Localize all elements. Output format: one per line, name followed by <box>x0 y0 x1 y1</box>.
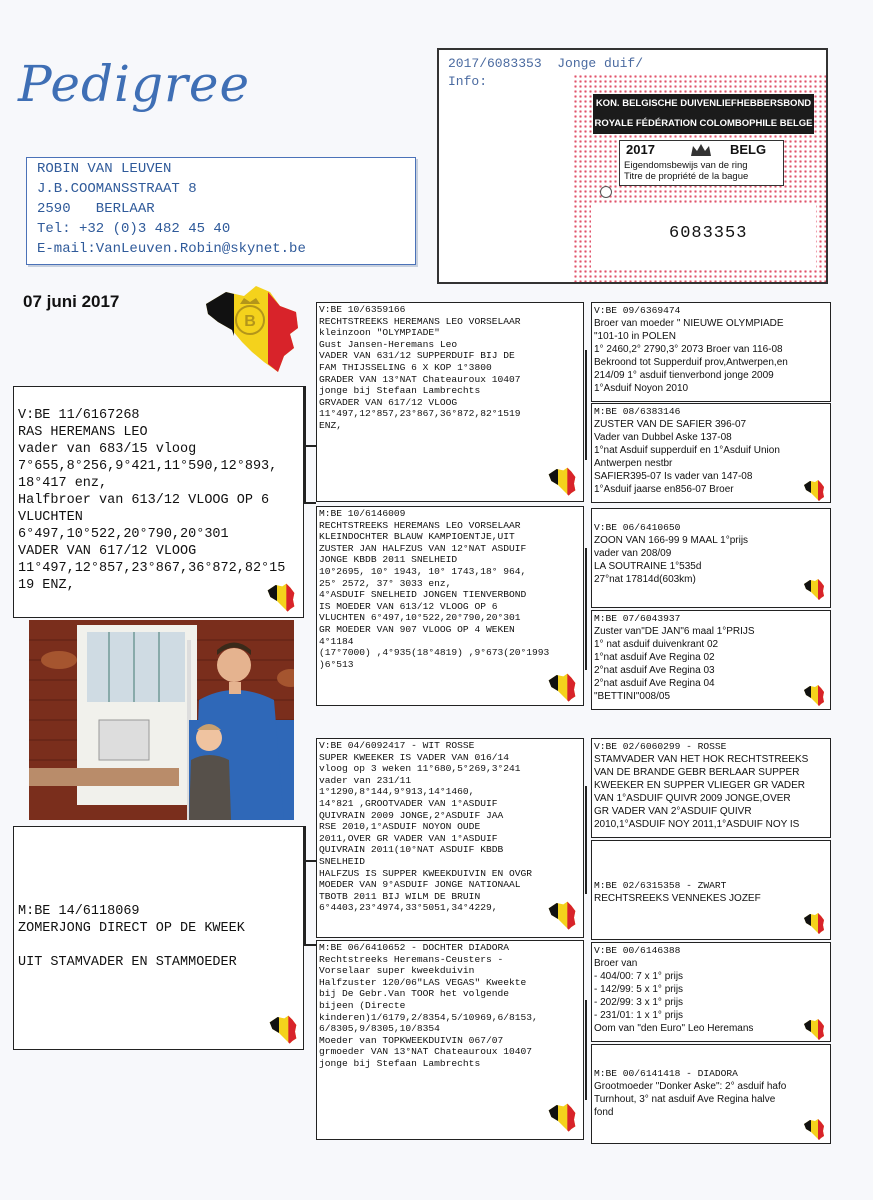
pedigree-line: "101-10 in POLEN <box>594 331 676 342</box>
subject-mother-line <box>18 937 303 954</box>
pedigree-line: - 142/99: 5 x 1° prijs <box>594 984 684 995</box>
pedigree-line: M:BE 02/6315358 - ZWART <box>594 880 727 891</box>
pedigree-line: FAM THIJSSELING 6 X KOP 1°3800 <box>319 361 492 373</box>
pedigree-line: kleinzoon "OLYMPIADE" <box>319 327 440 339</box>
grandfather-paternal-box <box>316 302 584 502</box>
pedigree-line: ZOON VAN 166-99 9 MAAL 1°prijs <box>594 535 749 546</box>
pedigree-line: RSE 2010,1°ASDUIF NOYON OUDE <box>319 821 481 833</box>
pedigree-line: Antwerpen nestbr <box>594 458 673 469</box>
pedigree-line: Vader van Dubbel Aske 137-08 <box>594 432 732 443</box>
subject-father-line: 6°497,10°522,20°790,20°301 <box>18 527 229 542</box>
pedigree-line: SUPER KWEEKER IS VADER VAN 016/14 <box>319 751 509 763</box>
bond-banner <box>593 94 814 134</box>
pedigree-line: ENZ, <box>319 419 343 431</box>
belgium-map-logo <box>198 282 304 374</box>
pedigree-line: SNELHEID <box>319 855 366 867</box>
pedigree-line: 1° 2460,2° 2790,3° 2073 Broer van 116-08 <box>594 344 783 355</box>
subject-mother-line: M:BE 14/6118069 <box>18 904 140 919</box>
pedigree-line: 1°nat asduif Ave Regina 02 <box>594 652 715 663</box>
pedigree-line: Turnhout, 3° nat asduif Ave Regina halve <box>594 1094 776 1105</box>
pedigree-line: 2°nat asduif Ave Regina 04 <box>594 678 715 689</box>
pedigree-line: Broer van <box>594 958 638 969</box>
owner-city: 2590 BERLAAR <box>37 201 155 217</box>
pedigree-line: 1°Asduif Noyon 2010 <box>594 383 689 394</box>
subject-father-line: vader van 683/15 vloog <box>18 442 197 457</box>
pedigree-line: HALFZUS IS SUPPER KWEEKDUIVIN EN OVGR <box>319 867 533 879</box>
ring-year-panel <box>619 140 784 186</box>
pedigree-line: ZUSTER JAN HALFZUS VAN 12°NAT ASDUIF <box>319 542 527 554</box>
connector-line <box>585 786 587 894</box>
pedigree-line: - 202/99: 3 x 1° prijs <box>594 997 684 1008</box>
pedigree-line: Broer van moeder " NIEUWE OLYMPIADE <box>594 318 784 329</box>
pedigree-line: 4°ASDUIF SNELHEID JONGEN TIENVERBOND <box>319 589 527 601</box>
subject-father-line: RAS HEREMANS LEO <box>18 425 148 440</box>
pedigree-line: vloog op 3 weken 11°680,5°269,3°241 <box>319 763 521 775</box>
great-grandparent-box <box>591 1044 831 1144</box>
pedigree-line: 2°nat asduif Ave Regina 03 <box>594 665 715 676</box>
svg-text:B: B <box>244 313 256 330</box>
pedigree-line: )6°513 <box>319 658 354 670</box>
ring-country: BELG <box>730 142 767 157</box>
pedigree-line: Vorselaar super kweekduivin <box>319 965 475 977</box>
ring-card-line1: 2017/6083353 Jonge duif/ <box>448 56 644 71</box>
belgium-flag-icon <box>802 478 826 502</box>
ring-caption-nl: Eigendomsbewijs van de ring <box>624 160 748 171</box>
ring-year: 2017 <box>626 142 655 157</box>
subject-father-line: Halfbroer van 613/12 VLOOG OP 6 <box>18 493 270 508</box>
pedigree-line: 1°1290,8°144,9°913,14°1460, <box>319 786 475 798</box>
pedigree-line: Rechtstreeks Heremans-Ceusters - <box>319 953 504 965</box>
pedigree-line: KWEEKER EN SUPPER VLIEGER GR VADER <box>594 780 805 791</box>
ring-certificate <box>573 74 826 282</box>
belgium-flag-icon <box>545 1101 579 1133</box>
pedigree-line: V:BE 00/6146388 <box>594 945 681 956</box>
subject-father-line: V:BE 11/6167268 <box>18 408 140 423</box>
pedigree-line: 10°2695, 10° 1943, 10° 1743,18° 964, <box>319 565 527 577</box>
pedigree-line: vader van 231/11 <box>319 774 412 786</box>
connector-line <box>304 502 316 504</box>
pedigree-line: 6/8305,9/8305,10/8354 <box>319 1023 440 1035</box>
pedigree-line: V:BE 04/6092417 - WIT ROSSE <box>319 740 475 751</box>
subject-father-line: VADER VAN 617/12 VLOOG <box>18 544 197 559</box>
belgium-flag-icon <box>266 1013 300 1045</box>
pedigree-line: Bekroond tot Supperduif prov,Antwerpen,en <box>594 357 788 368</box>
great-grandparent-box <box>591 738 831 838</box>
pedigree-line: STAMVADER VAN HET HOK RECHTSTREEKS <box>594 754 809 765</box>
connector-line <box>585 548 587 670</box>
pedigree-line: LA SOUTRAINE 1°535d <box>594 561 702 572</box>
pedigree-line: MOEDER VAN 9°ASDUIF JONGE NATIONAAL <box>319 879 521 891</box>
connector-line <box>304 860 316 862</box>
pedigree-line: IS MOEDER VAN 613/12 VLOOG OP 6 <box>319 600 498 612</box>
pedigree-line: 2011,OVER GR VADER VAN 1°ASDUIF <box>319 832 498 844</box>
owner-street: J.B.COOMANSSTRAAT 8 <box>37 181 197 197</box>
pedigree-line: 25° 2572, 37° 3033 enz, <box>319 577 452 589</box>
pedigree-line: Grootmoeder "Donker Aske": 2° asduif hafo <box>594 1081 787 1092</box>
pedigree-line: M:BE 00/6141418 - DIADORA <box>594 1068 738 1079</box>
connector-line <box>304 944 316 946</box>
pedigree-line: ZUSTER VAN DE SAFIER 396-07 <box>594 419 747 430</box>
pedigree-line: 214/09 1° asduif tienverbond jonge 2009 <box>594 370 774 381</box>
grandmother-maternal-box <box>316 940 584 1140</box>
pedigree-line: RECHTSREEKS VENNEKES JOZEF <box>594 893 761 904</box>
ring-card-line2: Info: <box>448 74 488 89</box>
pedigree-line: JONGE KBDB 2011 SNELHEID <box>319 554 458 566</box>
subject-father-line: VLUCHTEN <box>18 510 83 525</box>
subject-father-line: 11°497,12°857,23°867,36°872,82°15 <box>18 561 286 576</box>
great-grandparent-box <box>591 403 831 503</box>
pedigree-line: grmoeder VAN 13°NAT Chateauroux 10407 <box>319 1046 533 1058</box>
pedigree-line: VAN DE BRANDE GEBR BERLAAR SUPPER <box>594 767 800 778</box>
pedigree-line: QUIVRAIN 2011(10°NAT ASDUIF KBDB <box>319 844 504 856</box>
owner-address-box <box>26 157 416 265</box>
owner-name: ROBIN VAN LEUVEN <box>37 161 172 177</box>
pedigree-line: 6°4403,23°4974,33°5051,34°4229, <box>319 902 498 914</box>
pedigree-line: (17°7000) ,4°935(18°4819) ,9°673(20°1993 <box>319 647 550 659</box>
bond-name-fr: ROYALE FÉDÉRATION COLOMBOPHILE BELGE <box>594 118 813 129</box>
pedigree-line: TBOTB 2011 BIJ WILM DE BRUIN <box>319 890 481 902</box>
pedigree-line: V:BE 06/6410650 <box>594 522 681 533</box>
belgium-flag-icon <box>545 465 579 497</box>
pedigree-line: fond <box>594 1107 614 1118</box>
belgium-flag-icon <box>264 581 298 613</box>
great-grandparent-box <box>591 942 831 1042</box>
pedigree-line: V:BE 09/6369474 <box>594 305 681 316</box>
pedigree-line: VADER VAN 631/12 SUPPERDUIF BIJ DE <box>319 350 515 362</box>
belgium-flag-icon <box>802 911 826 935</box>
great-grandparent-box <box>591 610 831 710</box>
pedigree-line: bij De Gebr.Van TOOR het volgende <box>319 988 509 1000</box>
ring-punch-hole <box>600 186 612 198</box>
pedigree-line: 4°1184 <box>319 635 354 647</box>
pedigree-line: RECHTSTREEKS HEREMANS LEO VORSELAAR <box>319 315 521 327</box>
pedigree-line: M:BE 08/6383146 <box>594 406 681 417</box>
grandfather-maternal-box <box>316 738 584 938</box>
subject-mother-box <box>13 826 304 1050</box>
pedigree-line: GR VADER VAN 2°ASDUIF QUIVR <box>594 806 752 817</box>
connector-line <box>304 826 306 946</box>
pedigree-title: Pedigree <box>18 55 251 113</box>
pedigree-line: kinderen)1/6179,2/8354,5/10969,6/8153, <box>319 1011 538 1023</box>
ring-card <box>437 48 828 284</box>
connector-line <box>585 1000 587 1100</box>
pedigree-line: GR MOEDER VAN 907 VLOOG OP 4 WEKEN <box>319 623 515 635</box>
pedigree-line: 1°Asduif jaarse en856-07 Broer <box>594 484 734 495</box>
pedigree-line: bijeen (Directe <box>319 999 406 1011</box>
pedigree-line: 1° nat asduif duivenkrant 02 <box>594 639 719 650</box>
pedigree-line: jonge bij Stefaan Lambrechts <box>319 1057 481 1069</box>
owner-email: E-mail:VanLeuven.Robin@skynet.be <box>37 241 306 257</box>
grandmother-paternal-box <box>316 506 584 706</box>
pedigree-line: QUIVRAIN 2009 JONGE,2°ASDUIF JAA <box>319 809 504 821</box>
pedigree-line: 27°nat 17814d(603km) <box>594 574 696 585</box>
pedigree-line: KLEINDOCHTER BLAUW KAMPIOENTJE,UIT <box>319 531 515 543</box>
connector-line <box>585 350 587 460</box>
belgium-flag-icon <box>802 1017 826 1041</box>
belgium-flag-icon <box>802 577 826 601</box>
belgium-flag-icon <box>802 683 826 707</box>
belgium-flag-icon <box>802 1117 826 1141</box>
ring-number-panel <box>591 204 816 270</box>
subject-father-line: 18°417 enz, <box>18 476 108 491</box>
pedigree-line: Oom van "den Euro" Leo Heremans <box>594 1023 754 1034</box>
pedigree-line: M:BE 10/6146009 <box>319 508 406 519</box>
ring-number: 6083353 <box>669 224 748 243</box>
ring-caption-fr: Titre de propriété de la bague <box>624 171 749 182</box>
connector-line <box>304 445 316 447</box>
pedigree-line: 14°821 ,GROOTVADER VAN 1°ASDUIF <box>319 797 498 809</box>
subject-father-line: 19 ENZ, <box>18 578 75 593</box>
pedigree-line: - 231/01: 1 x 1° prijs <box>594 1010 684 1021</box>
subject-mother-line: UIT STAMVADER EN STAMMOEDER <box>18 955 237 970</box>
belgium-flag-icon <box>545 899 579 931</box>
pedigree-line: V:BE 10/6359166 <box>319 304 406 315</box>
bond-name-nl: KON. BELGISCHE DUIVENLIEFHEBBERSBOND <box>595 98 812 109</box>
pedigree-line: V:BE 02/6060299 - ROSSE <box>594 741 727 752</box>
pedigree-line: - 404/00: 7 x 1° prijs <box>594 971 684 982</box>
pedigree-line: RECHTSTREEKS HEREMANS LEO VORSELAAR <box>319 519 521 531</box>
pedigree-line: 1°nat Asduif supperduif en 1°Asduif Union <box>594 445 780 456</box>
pedigree-line: "BETTINI"008/05 <box>594 691 671 702</box>
pedigree-date: 07 juni 2017 <box>23 292 120 311</box>
owner-phone: Tel: +32 (0)3 482 45 40 <box>37 221 231 237</box>
pedigree-line: M:BE 07/6043937 <box>594 613 681 624</box>
subject-father-box <box>13 386 304 618</box>
subject-father-line: 7°655,8°256,9°421,11°590,12°893, <box>18 459 278 474</box>
breeder-photo <box>29 620 294 820</box>
pedigree-line: SAFIER395-07 Is vader van 147-08 <box>594 471 753 482</box>
pedigree-line: Zuster van"DE JAN"6 maal 1°PRIJS <box>594 626 755 637</box>
pedigree-line: GRADER VAN 13°NAT Chateauroux 10407 <box>319 373 521 385</box>
pedigree-line: Halfzuster 120/06"LAS VEGAS" Kweekte <box>319 976 527 988</box>
great-grandparent-box <box>591 508 831 608</box>
pedigree-line: GRVADER VAN 617/12 VLOOG <box>319 396 458 408</box>
pedigree-line: jonge bij Stefaan Lambrechts <box>319 385 481 397</box>
great-grandparent-box <box>591 840 831 940</box>
pedigree-line: Moeder van TOPKWEEKDUIVIN 067/07 <box>319 1034 504 1046</box>
pedigree-line: Gust Jansen-Heremans Leo <box>319 338 458 350</box>
subject-mother-line: ZOMERJONG DIRECT OP DE KWEEK <box>18 921 245 936</box>
pedigree-line: M:BE 06/6410652 - DOCHTER DIADORA <box>319 942 509 953</box>
pedigree-line: 2010,1°ASDUIF NOY 2011,1°ASDUIF NOY IS <box>594 819 800 830</box>
crown-icon <box>690 143 712 157</box>
pedigree-line: VAN 1°ASDUIF QUIVR 2009 JONGE,OVER <box>594 793 791 804</box>
pedigree-line: vader van 208/09 <box>594 548 672 559</box>
belgium-flag-icon <box>545 671 579 703</box>
great-grandparent-box <box>591 302 831 402</box>
pedigree-line: VLUCHTEN 6°497,10°522,20°790,20°301 <box>319 612 521 624</box>
pedigree-line: 11°497,12°857,23°867,36°872,82°1519 <box>319 408 521 420</box>
